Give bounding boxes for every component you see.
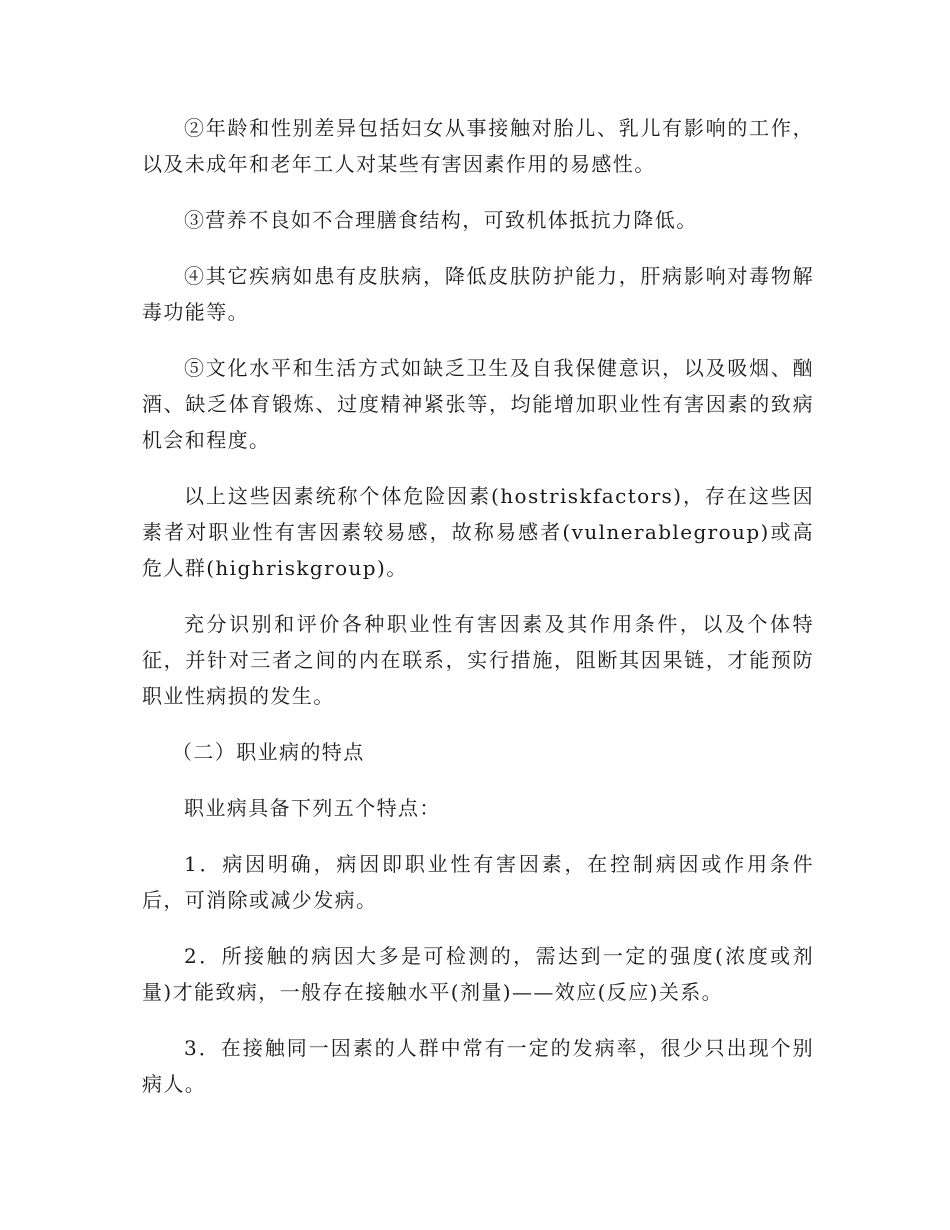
paragraph-age-gender: ②年龄和性别差异包括妇女从事接触对胎儿、乳儿有影响的工作，以及未成年和老年工人对某些有害因素作用的易感性。 bbox=[142, 116, 814, 176]
paragraph-intro-features: 职业病具备下列五个特点： bbox=[184, 796, 441, 820]
paragraph-other-diseases: ④其它疾病如患有皮肤病，降低皮肤防护能力，肝病影响对毒物解毒功能等。 bbox=[142, 264, 814, 324]
list-item-1: 1．病因明确，病因即职业性有害因素，在控制病因或作用条件后，可消除或减少发病。 bbox=[142, 852, 814, 912]
paragraph-nutrition: ③营养不良如不合理膳食结构，可致机体抵抗力降低。 bbox=[184, 208, 698, 232]
document-body bbox=[142, 110, 814, 1122]
list-item-2: 2．所接触的病因大多是可检测的，需达到一定的强度(浓度或剂量)才能致病，一般存在接触水平(剂量)——效应(反应)关系。 bbox=[142, 944, 814, 1004]
section-heading: （二）职业病的特点 bbox=[172, 740, 365, 764]
paragraph-host-risk-factors: 以上这些因素统称个体危险因素(hostriskfactors)，存在这些因素者对职业性有害因素较易感，故称易感者(vulnerablegroup)或高危人群(highriskgroup)。 bbox=[142, 484, 814, 580]
list-item-3: 3．在接触同一因素的人群中常有一定的发病率，很少只出现个别病人。 bbox=[142, 1036, 814, 1096]
paragraph-lifestyle: ⑤文化水平和生活方式如缺乏卫生及自我保健意识，以及吸烟、酗酒、缺乏体育锻炼、过度精神紧张等，均能增加职业性有害因素的致病机会和程度。 bbox=[142, 356, 814, 452]
paragraph-identification: 充分识别和评价各种职业性有害因素及其作用条件，以及个体特征，并针对三者之间的内在联系，实行措施，阻断其因果链，才能预防职业性病损的发生。 bbox=[142, 612, 814, 708]
